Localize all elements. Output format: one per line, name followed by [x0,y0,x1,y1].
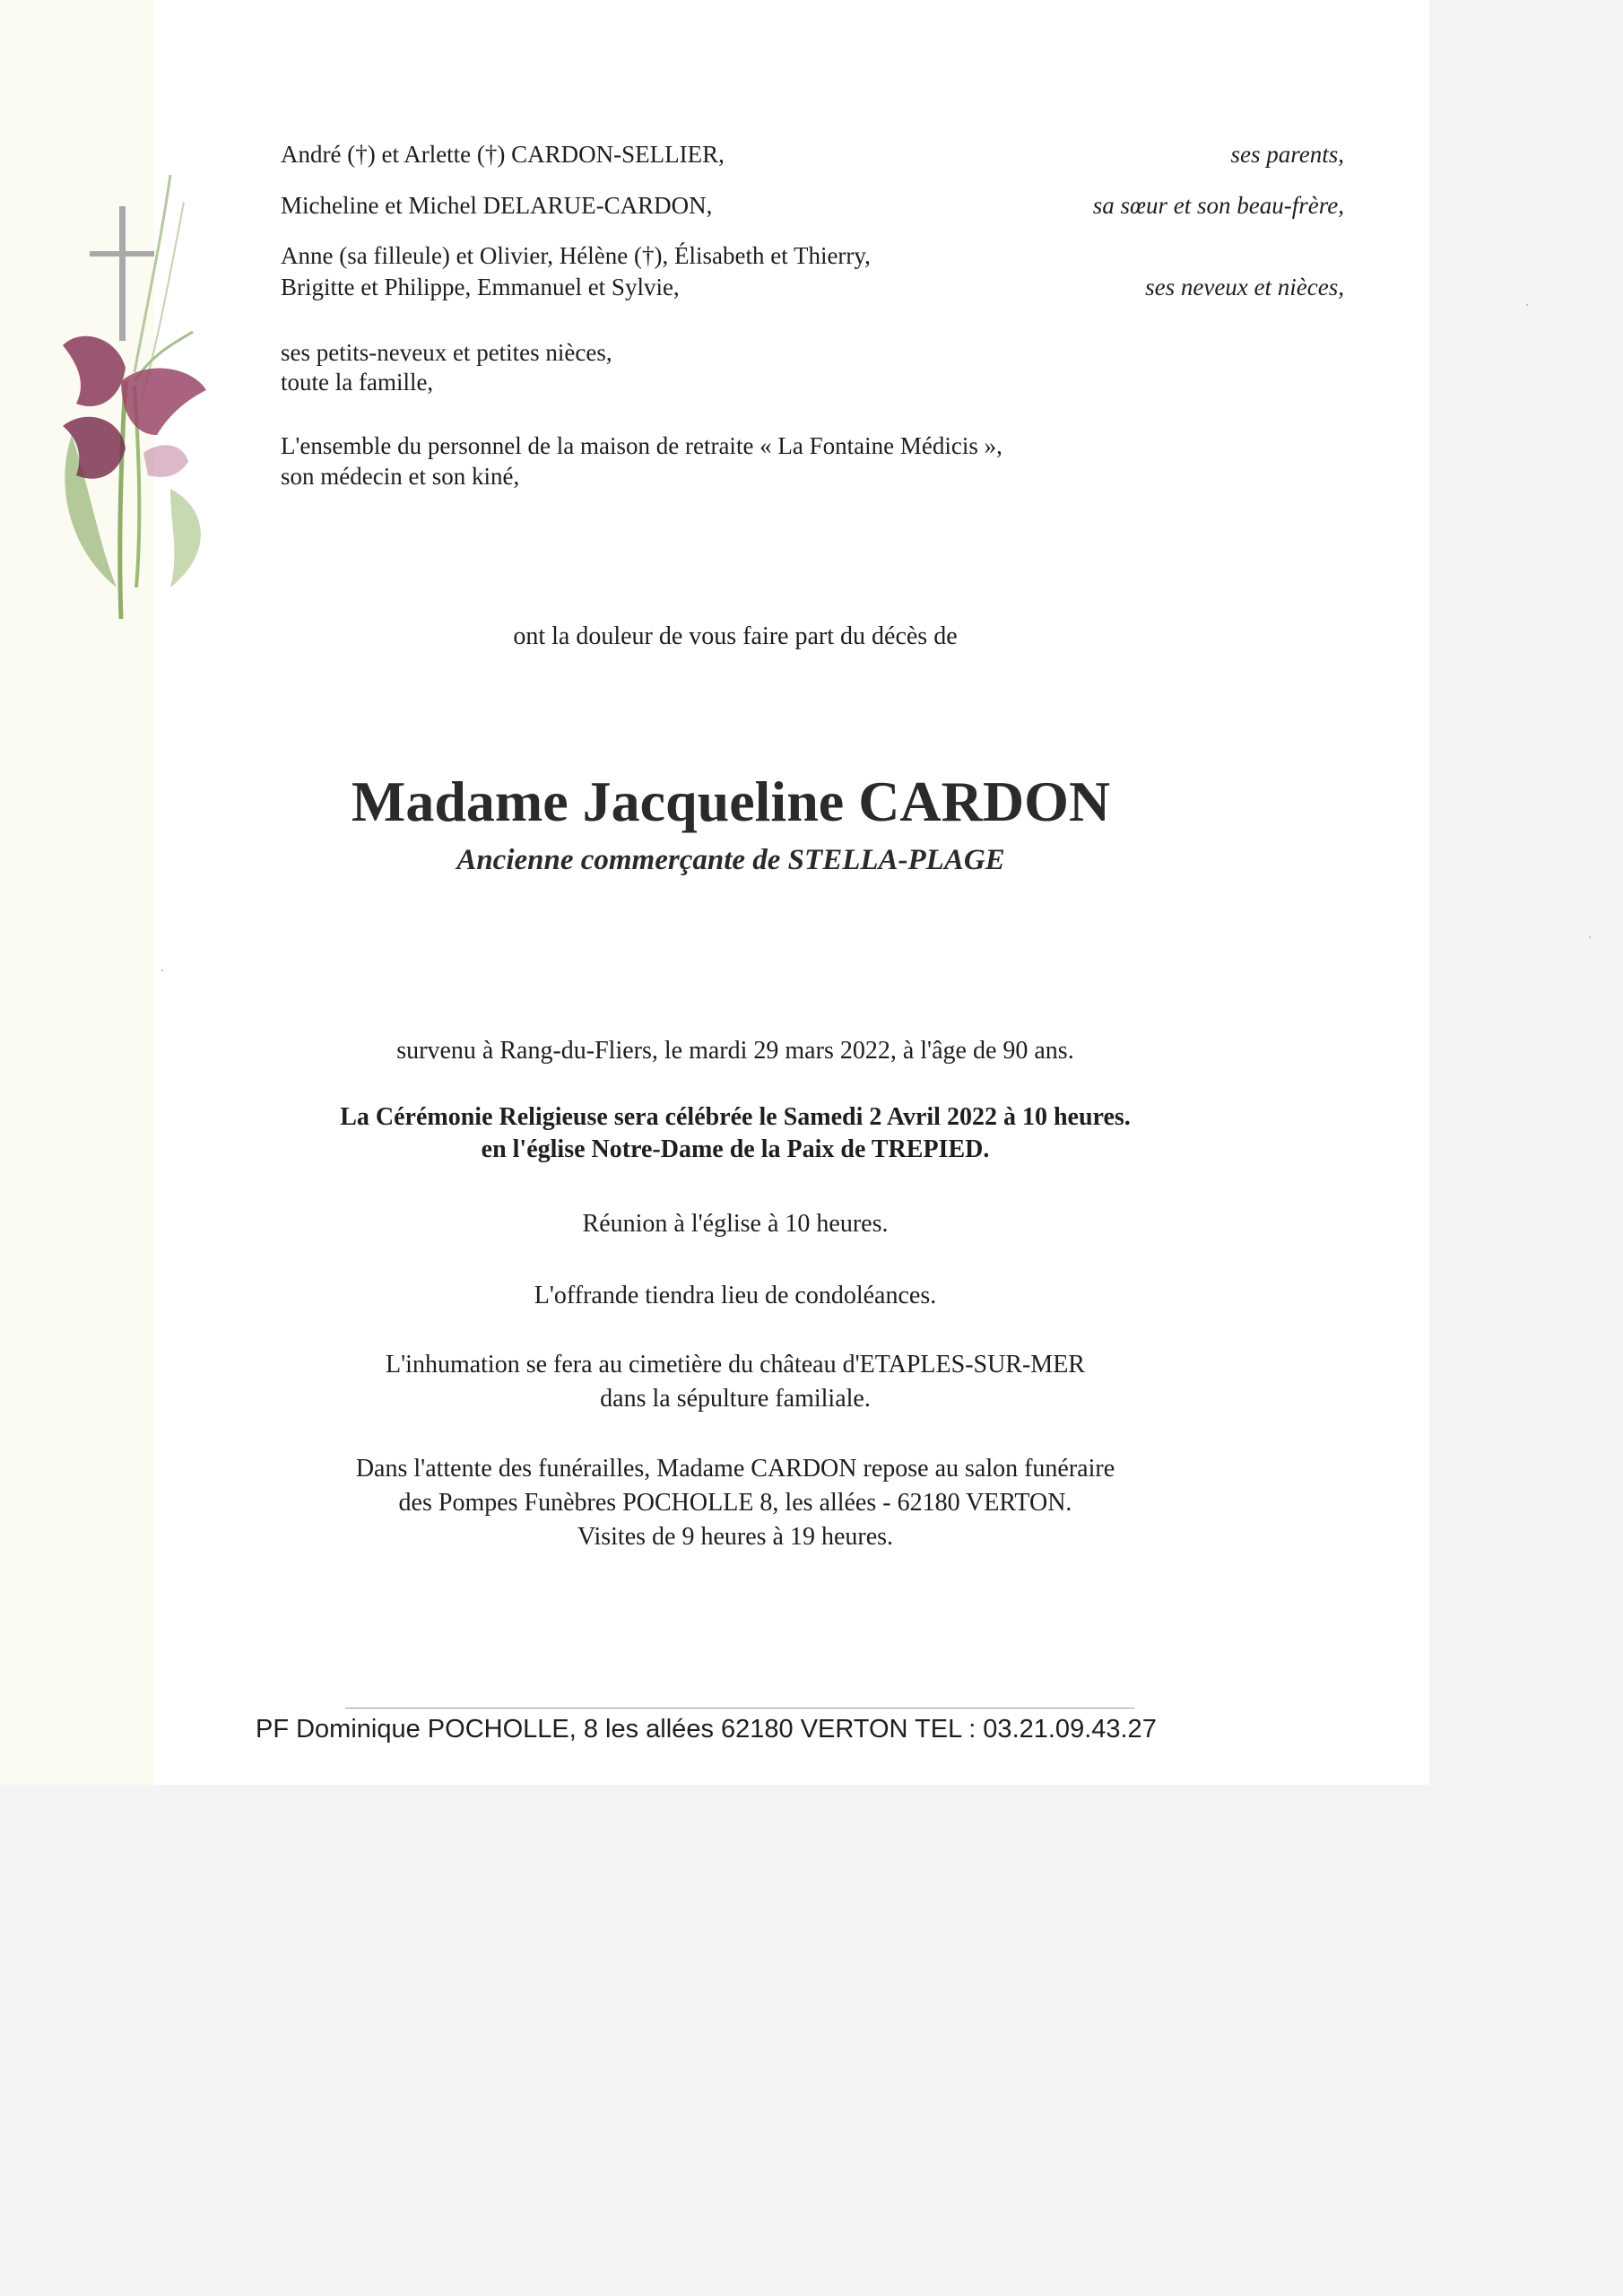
ceremony-line2: en l'église Notre-Dame de la Paix de TREPIED. [481,1135,990,1163]
funeral-home-footer: PF Dominique POCHOLLE, 8 les allées 62180 VERTON TEL : 03.21.09.43.27 [256,1715,1157,1744]
visitation-line3: Visites de 9 heures à 19 heures. [577,1523,894,1551]
burial-line1: L'inhumation se fera au cimetière du château d'ETAPLES-SUR-MER [386,1351,1085,1378]
cross-and-lilies-illustration [36,166,242,632]
family-sister-names: Micheline et Michel DELARUE-CARDON, [281,192,713,219]
deceased-title: Ancienne commerçante de STELLA-PLAGE [456,844,1005,876]
family-nephews-names-line2: Brigitte et Philippe, Emmanuel et Sylvie, [281,274,680,300]
scan-speck: · [1524,296,1530,314]
family-nephews-names-line1: Anne (sa filleule) et Olivier, Hélène (†), Élisabeth et Thierry, [281,242,871,269]
lily-icon [63,336,126,406]
footer-divider [345,1708,1134,1709]
cross-icon-horizontal [90,251,154,257]
lily-icon [143,445,188,477]
leaf-icon [170,489,201,587]
announcement-text: ont la douleur de vous faire part du décès de [513,622,958,650]
burial-line2: dans la sépulture familiale. [600,1385,871,1413]
cross-icon-vertical [119,206,126,341]
deceased-name: Madame Jacqueline CARDON [351,770,1111,833]
meeting-info: Réunion à l'église à 10 heures. [582,1210,889,1238]
offering-info: L'offrande tiendra lieu de condoléances. [534,1282,937,1309]
staff-line1: L'ensemble du personnel de la maison de retraite « La Fontaine Médicis », [281,432,1002,459]
visitation-line2: des Pompes Funèbres POCHOLLE 8, les allées - 62180 VERTON. [398,1489,1072,1517]
death-details: survenu à Rang-du-Fliers, le mardi 29 mars 2022, à l'âge de 90 ans. [396,1037,1074,1065]
visitation-line1: Dans l'attente des funérailles, Madame CARDON repose au salon funéraire [355,1455,1115,1483]
family-sister-relation: sa sœur et son beau-frère, [1092,192,1344,219]
extended-family-line1: ses petits-neveux et petites nièces, [281,339,612,366]
family-parents-names: André (†) et Arlette (†) CARDON-SELLIER, [281,141,725,168]
ceremony-line1: La Cérémonie Religieuse sera célébrée le Samedi 2 Avril 2022 à 10 heures. [340,1103,1131,1131]
family-nephews-relation: ses neveux et nièces, [1145,274,1344,300]
staff-line2: son médecin et son kiné, [281,463,520,490]
lily-icon [121,369,206,435]
extended-family-line2: toute la famille, [281,369,434,396]
scan-speck: · [1587,928,1593,946]
scan-speck: · [160,961,165,979]
family-parents-relation: ses parents, [1230,141,1344,168]
